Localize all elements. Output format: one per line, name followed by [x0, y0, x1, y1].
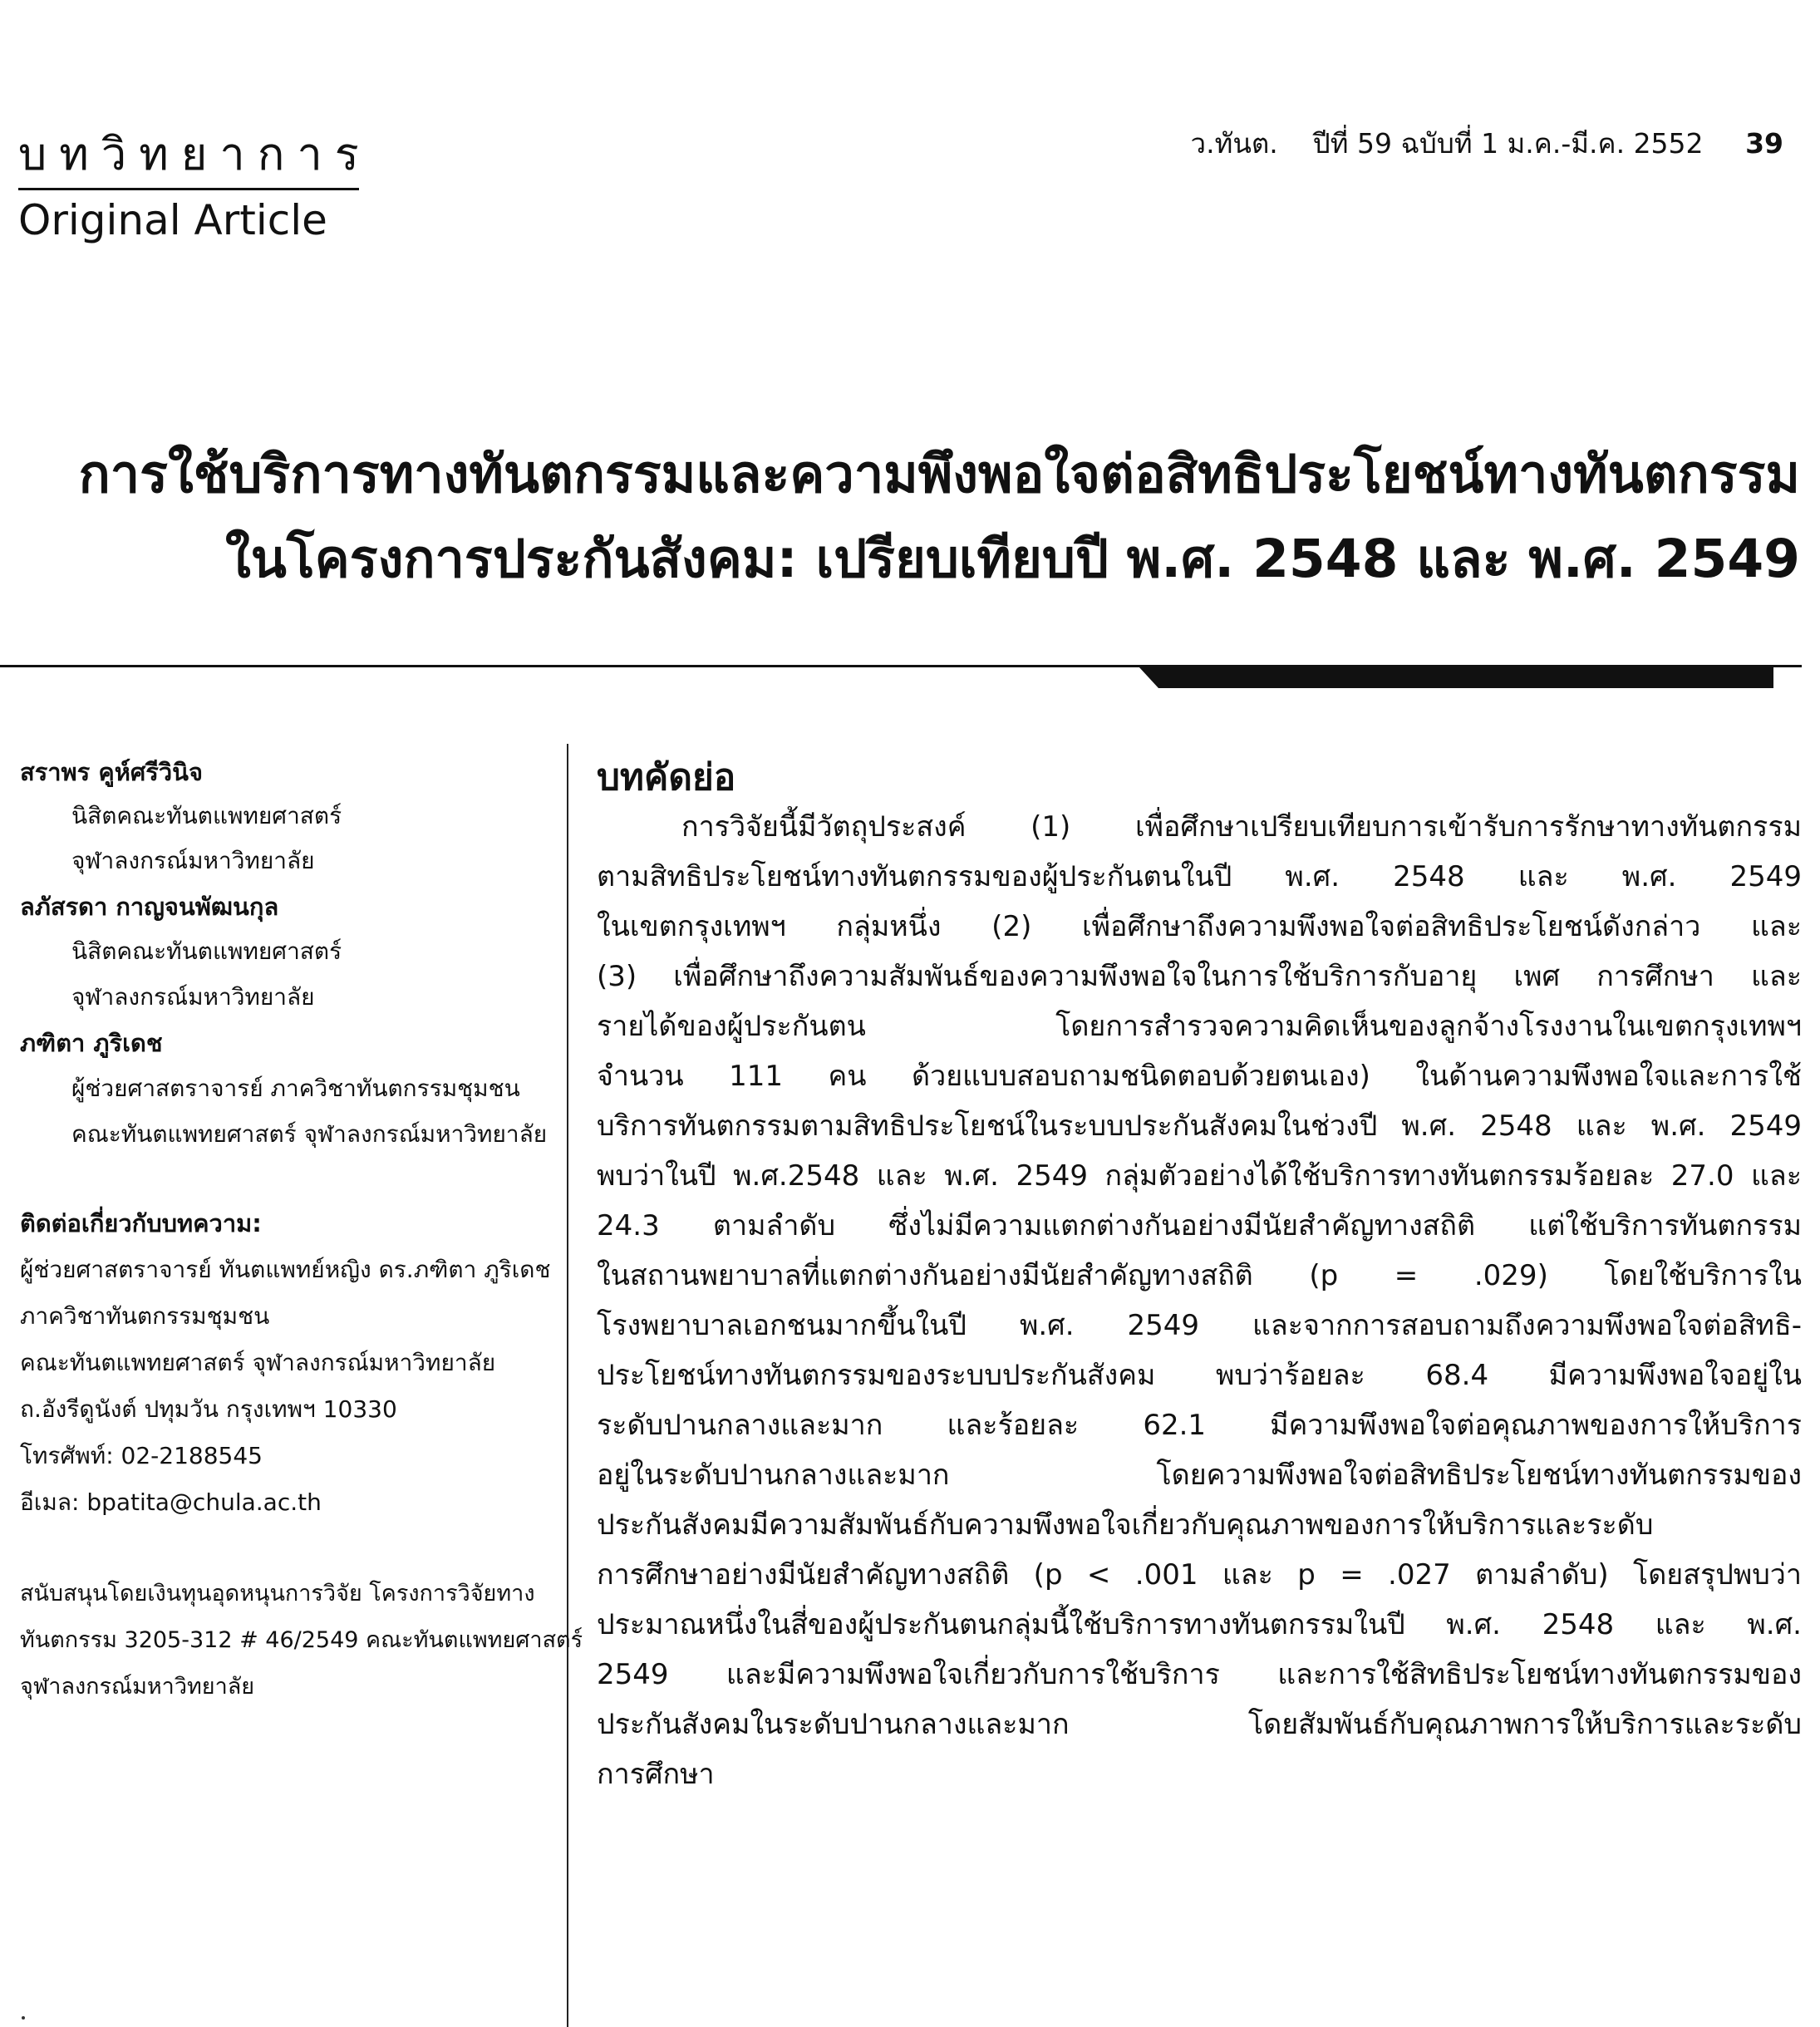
abstract-line: (3) เพื่อศึกษาถึงความสัมพันธ์ของความพึงพอใจในการใช้บริการกับอายุ เพศ การศึกษา และ: [597, 960, 1802, 993]
margin-dot: [22, 2016, 25, 2020]
abstract-line: โรงพยาบาลเอกชนมากขึ้นในปี พ.ศ. 2549 และจากการสอบถามถึงความพึงพอใจต่อสิทธิ-: [597, 1309, 1802, 1342]
abstract-line: ประมาณหนึ่งในสี่ของผู้ประกันตนกลุ่มนี้ใช้บริการทางทันตกรรมในปี พ.ศ. 2548 และ พ.ศ.: [597, 1608, 1802, 1641]
contact-email: อีเมล: bpatita@chula.ac.th: [20, 1488, 322, 1516]
author-name: ภฑิตา ภูริเดช: [20, 1029, 163, 1057]
abstract-line: 24.3 ตามลำดับ ซึ่งไม่มีความแตกต่างกันอย่างมีนัยสำคัญทางสถิติ แต่ใช้บริการทันตกรรม: [597, 1209, 1802, 1242]
funding-line: สนับสนุนโดยเงินทุนอุดหนุนการวิจัย โครงการวิจัยทาง: [20, 1581, 535, 1606]
running-head: [1191, 121, 1783, 165]
abstract-line: การวิจัยนี้มีวัตถุประสงค์ (1) เพื่อศึกษาเปรียบเทียบการเข้ารับการรักษาทางทันตกรรม: [681, 810, 1802, 844]
abstract-line: บริการทันตกรรมตามสิทธิประโยชน์ในระบบประกันสังคมในช่วงปี พ.ศ. 2548 และ พ.ศ. 2549: [597, 1109, 1802, 1143]
author-affiliation: จุฬาลงกรณ์มหาวิทยาลัย: [71, 847, 315, 874]
contact-line: ถ.อังรีดูนังต์ ปทุมวัน กรุงเทพฯ 10330: [20, 1395, 397, 1423]
abstract-line: ประโยชน์ทางทันตกรรมของระบบประกันสังคม พบว่าร้อยละ 68.4 มีความพึงพอใจอยู่ใน: [597, 1359, 1802, 1392]
contact-line: คณะทันตแพทยศาสตร์ จุฬาลงกรณ์มหาวิทยาลัย: [20, 1349, 496, 1376]
issue-info: ปีที่ 59 ฉบับที่ 1 ม.ค.-มี.ค. 2552: [1312, 127, 1704, 160]
author-affiliation: จุฬาลงกรณ์มหาวิทยาลัย: [71, 983, 315, 1011]
funding-line: จุฬาลงกรณ์มหาวิทยาลัย: [20, 1674, 255, 1700]
author-affiliation: คณะทันตแพทยศาสตร์ จุฬาลงกรณ์มหาวิทยาลัย: [71, 1120, 548, 1148]
title-divider-bar: [1158, 667, 1773, 688]
author-affiliation: นิสิตคณะทันตแพทยศาสตร์: [71, 937, 342, 965]
abstract-line: จำนวน 111 คน ด้วยแบบสอบถามชนิดตอบด้วยตนเอง) ในด้านความพึงพอใจและการใช้: [597, 1060, 1802, 1093]
abstract-line: ประกันสังคมมีความสัมพันธ์กับความพึงพอใจเกี่ยวกับคุณภาพของการให้บริการและระดับ: [597, 1508, 1654, 1542]
funding-line: ทันตกรรม 3205-312 # 46/2549 คณะทันตแพทยศาสตร์: [20, 1627, 583, 1653]
contact-line: โทรศัพท์: 02-2188545: [20, 1442, 263, 1469]
abstract-line: ในสถานพยาบาลที่แตกต่างกันอย่างมีนัยสำคัญทางสถิติ (p = .029) โดยใช้บริการใน: [597, 1259, 1802, 1292]
abstract-line: อยู่ในระดับปานกลางและมาก โดยความพึงพอใจต่อสิทธิประโยชน์ทางทันตกรรมของ: [597, 1459, 1802, 1492]
article-title-line-2: ในโครงการประกันสังคม: เปรียบเทียบปี พ.ศ. 2548 และ พ.ศ. 2549: [224, 529, 1800, 589]
abstract-line: 2549 และมีความพึงพอใจเกี่ยวกับการใช้บริการ และการใช้สิทธิประโยชน์ทางทันตกรรมของ: [597, 1658, 1802, 1691]
contact-heading: ติดต่อเกี่ยวกับบทความ:: [20, 1209, 262, 1237]
section-label-thai: บทวิทยาการ: [18, 128, 371, 180]
abstract-line: ตามสิทธิประโยชน์ทางทันตกรรมของผู้ประกันตนในปี พ.ศ. 2548 และ พ.ศ. 2549: [597, 860, 1802, 893]
author-affiliation: นิสิตคณะทันตแพทยศาสตร์: [71, 802, 342, 829]
abstract-line: รายได้ของผู้ประกันตน โดยการสำรวจความคิดเห็นของลูกจ้างโรงงานในเขตกรุงเทพฯ: [597, 1010, 1802, 1043]
abstract-line: ประกันสังคมในระดับปานกลางและมาก โดยสัมพันธ์กับคุณภาพการให้บริการและระดับ: [597, 1708, 1802, 1741]
column-divider: [567, 744, 568, 2027]
abstract-line: การศึกษา: [597, 1758, 715, 1791]
author-name: ลภัสรดา กาญจนพัฒนกุล: [20, 893, 279, 921]
page-number: 39: [1745, 127, 1783, 160]
abstract-line: การศึกษาอย่างมีนัยสำคัญทางสถิติ (p < .001 และ p = .027 ตามลำดับ) โดยสรุปพบว่า: [597, 1558, 1802, 1592]
contact-line: ผู้ช่วยศาสตราจารย์ ทันตแพทย์หญิง ดร.ภฑิตา ภูริเดช: [20, 1256, 551, 1283]
section-underline: [18, 188, 359, 190]
abstract-line: พบว่าในปี พ.ศ.2548 และ พ.ศ. 2549 กลุ่มตัวอย่างได้ใช้บริการทางทันตกรรมร้อยละ 27.0 และ: [597, 1159, 1802, 1193]
article-title-line-1: การใช้บริการทางทันตกรรมและความพึงพอใจต่อสิทธิประโยชน์ทางทันตกรรม: [78, 444, 1800, 504]
author-name: สราพร คูห์ศรีวินิจ: [20, 758, 203, 786]
abstract-line: ระดับปานกลางและมาก และร้อยละ 62.1 มีความพึงพอใจต่อคุณภาพของการให้บริการ: [597, 1409, 1802, 1442]
abstract-line: ในเขตกรุงเทพฯ กลุ่มหนึ่ง (2) เพื่อศึกษาถึงความพึงพอใจต่อสิทธิประโยชน์ดังกล่าว และ: [597, 910, 1802, 943]
abstract-heading: บทคัดย่อ: [597, 756, 736, 799]
contact-line: ภาควิชาทันตกรรมชุมชน: [20, 1302, 270, 1330]
journal-name: ว.ทันต.: [1190, 127, 1278, 160]
author-affiliation: ผู้ช่วยศาสตราจารย์ ภาควิชาทันตกรรมชุมชน: [71, 1075, 520, 1102]
section-label-english: Original Article: [18, 196, 327, 244]
